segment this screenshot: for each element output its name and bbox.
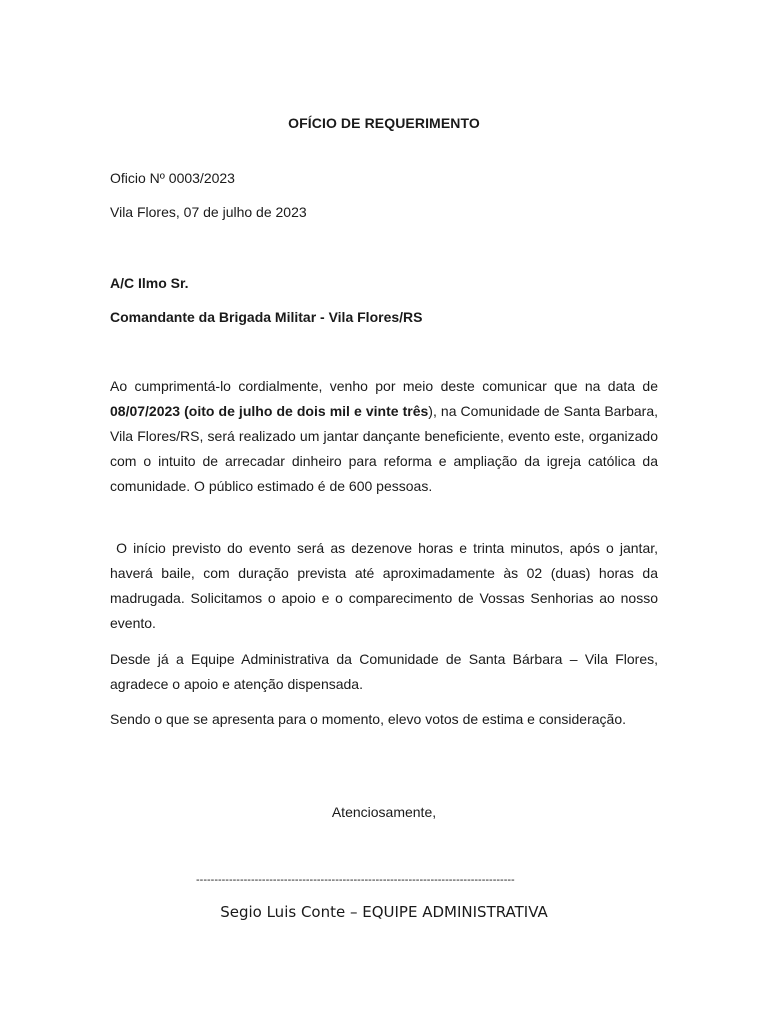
paragraph-4-text: Sendo o que se apresenta para o momento, elevo votos de estima e consideração. <box>110 711 626 727</box>
office-number: Oficio Nº 0003/2023 <box>110 170 235 186</box>
body-paragraph-2 <box>110 536 662 636</box>
body-paragraph-1 <box>110 374 658 499</box>
closing: Atenciosamente, <box>331 804 437 820</box>
recipient-name: Comandante da Brigada Militar - Vila Flores/RS <box>110 309 423 325</box>
paragraph-1-rest: ), na Comunidade de Santa Barbara, Vila Flores/RS, será realizado um jantar dançante beneficiente, evento este, organizado com o intuito de arrecadar dinheiro para reforma e ampliação da igreja católica da comunidade. O público estimado é de 600 pessoas. <box>110 403 659 494</box>
recipient-salutation: A/C Ilmo Sr. <box>110 275 189 291</box>
signature-line: --------------------------------------------------------------------------------------- <box>196 874 515 886</box>
paragraph-3-text: Desde já a Equipe Administrativa da Comunidade de Santa Bárbara – Vila Flores, agradece o apoio e atenção dispensada. <box>110 651 658 692</box>
body-paragraph-4 <box>110 707 658 732</box>
signatory-name: Segio Luis Conte – EQUIPE ADMINISTRATIVA <box>220 903 548 921</box>
document-title: OFÍCIO DE REQUERIMENTO <box>288 115 480 131</box>
paragraph-1-intro: Ao cumprimentá-lo cordialmente, venho por meio deste comunicar que na data de <box>110 378 658 394</box>
body-paragraph-3 <box>110 647 658 697</box>
place-date: Vila Flores, 07 de julho de 2023 <box>110 204 307 220</box>
event-date: 08/07/2023 (oito de julho de dois mil e vinte três <box>110 403 429 419</box>
paragraph-2-text: O início previsto do evento será as dezenove horas e trinta minutos, após o jantar, haverá baile, com duração prevista até aproximadamente às 02 (duas) horas da madrugada. Solicitamos o apoio e o comparecimento de Vossas Senhorias ao nosso evento. <box>110 540 662 631</box>
